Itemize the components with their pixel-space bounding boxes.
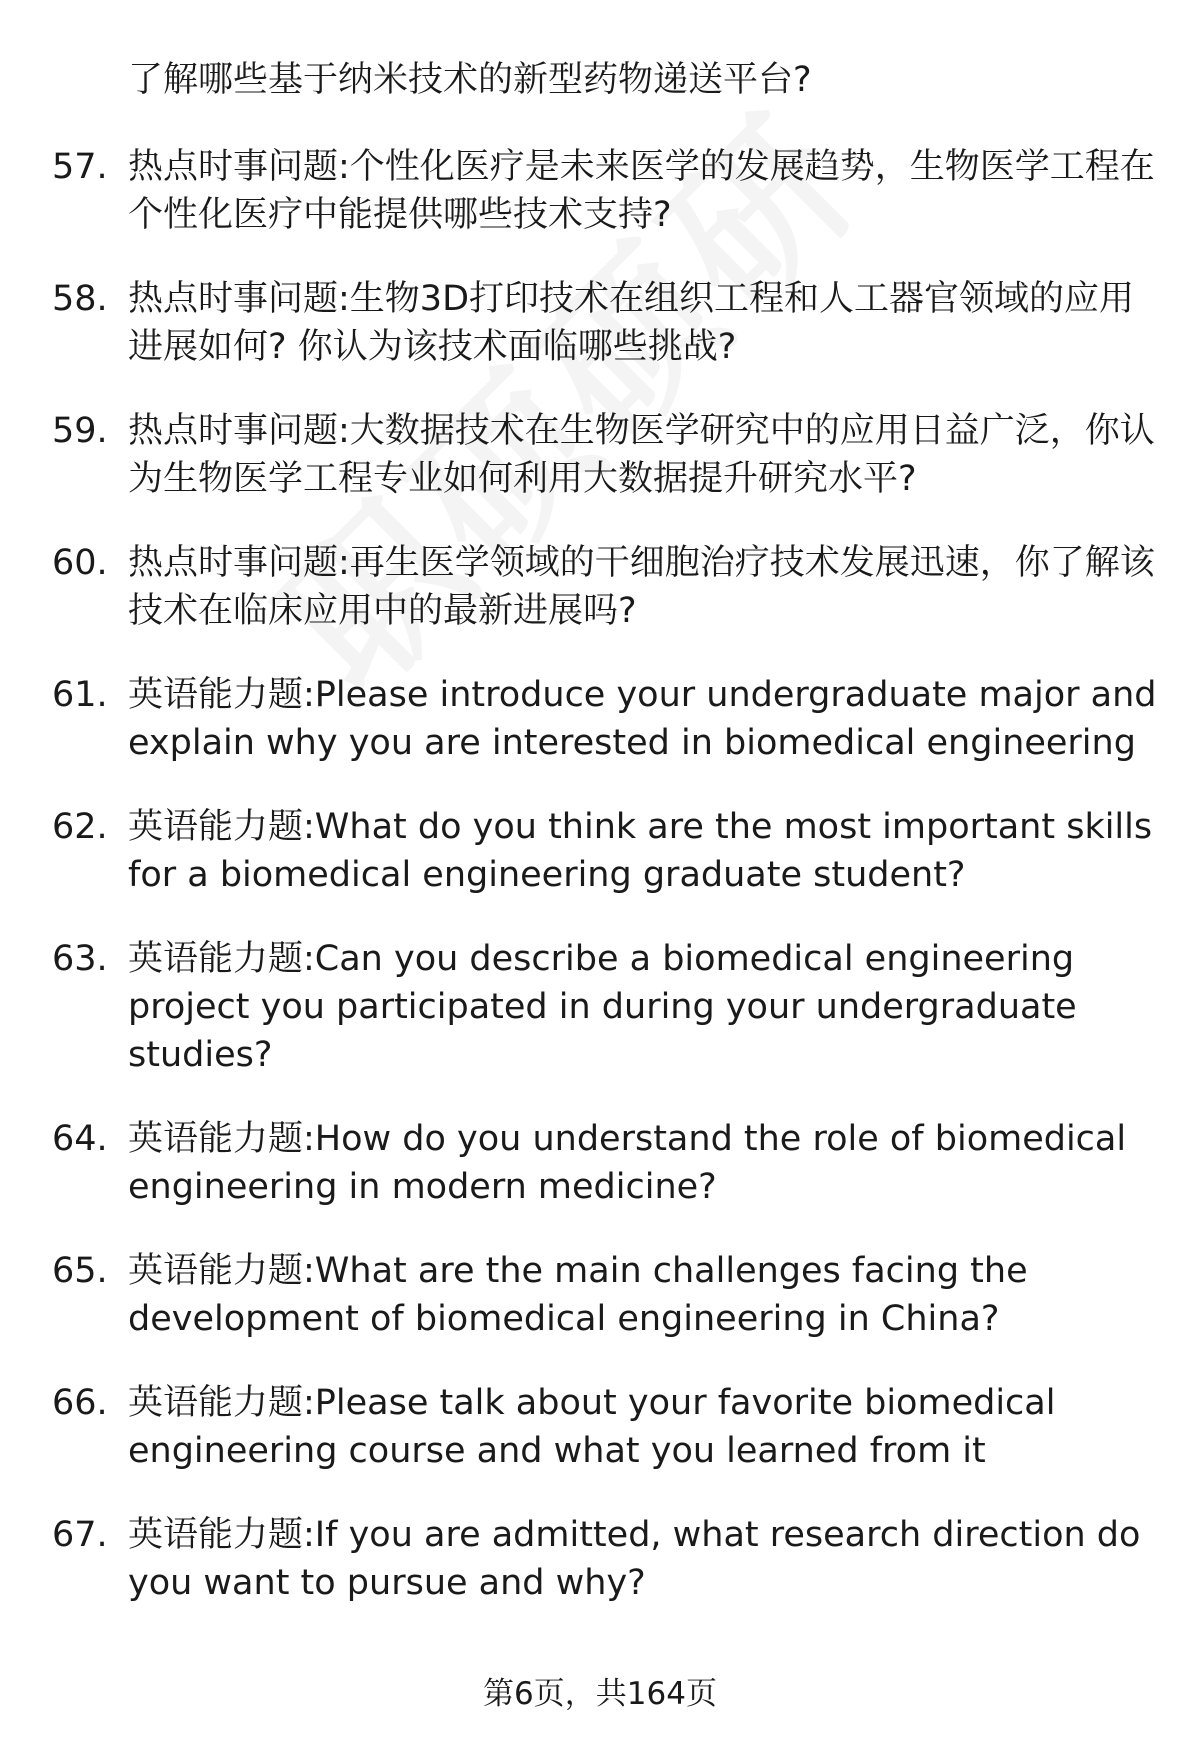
question-number: 67. — [52, 1515, 108, 1555]
question-text: How do you understand the role of biomedical engineering in modern medicine? — [128, 1119, 1127, 1207]
question-number: 58. — [52, 279, 108, 319]
question-text: 再生医学领域的干细胞治疗技术发展迅速，你了解该技术在临床应用中的最新进展吗? — [128, 543, 1155, 631]
question-text: 生物3D打印技术在组织工程和人工器官领域的应用进展如何? 你认为该技术面临哪些挑战? — [128, 279, 1135, 367]
question-category: 英语能力题: — [128, 939, 315, 979]
question-number: 63. — [52, 939, 108, 979]
question-category: 热点时事问题: — [128, 147, 350, 187]
question-text: 大数据技术在生物医学研究中的应用日益广泛，你认为生物医学工程专业如何利用大数据提升研究水平? — [128, 411, 1155, 499]
continuation-text: 了解哪些基于纳米技术的新型药物递送平台? — [128, 60, 812, 100]
question-item — [0, 671, 1200, 767]
question-item — [0, 1247, 1200, 1343]
question-item — [0, 1379, 1200, 1475]
question-number: 61. — [52, 675, 108, 715]
question-number: 59. — [52, 411, 108, 451]
question-item — [0, 803, 1200, 899]
page-footer: 第6页，共164页 — [483, 1676, 717, 1712]
question-item — [0, 407, 1200, 503]
question-number: 65. — [52, 1251, 108, 1291]
question-text: What do you think are the most important skills for a biomedical engineering graduate student? — [128, 807, 1153, 895]
question-number: 62. — [52, 807, 108, 847]
question-category: 英语能力题: — [128, 1383, 315, 1423]
question-number: 57. — [52, 147, 108, 187]
question-number: 64. — [52, 1119, 108, 1159]
question-number: 60. — [52, 543, 108, 583]
question-item — [0, 143, 1200, 239]
question-text: Please talk about your favorite biomedical engineering course and what you learned from it — [128, 1383, 1056, 1471]
question-item — [0, 1115, 1200, 1211]
question-category: 英语能力题: — [128, 1119, 315, 1159]
question-text: 个性化医疗是未来医学的发展趋势，生物医学工程在个性化医疗中能提供哪些技术支持? — [128, 147, 1155, 235]
question-category: 英语能力题: — [128, 1515, 315, 1555]
question-category: 英语能力题: — [128, 1251, 315, 1291]
question-text: What are the main challenges facing the development of biomedical engineering in China? — [128, 1251, 1028, 1339]
question-category: 热点时事问题: — [128, 279, 350, 319]
question-category: 英语能力题: — [128, 807, 315, 847]
question-item — [0, 275, 1200, 371]
question-item — [0, 539, 1200, 635]
question-category: 热点时事问题: — [128, 411, 350, 451]
question-category: 英语能力题: — [128, 675, 315, 715]
question-category: 热点时事问题: — [128, 543, 350, 583]
question-list — [0, 143, 1200, 1643]
question-item — [0, 935, 1200, 1079]
question-text: Please introduce your undergraduate major and explain why you are interested in biomedical engineering — [128, 675, 1157, 763]
question-item — [0, 1511, 1200, 1607]
question-text: If you are admitted, what research direction do you want to pursue and why? — [128, 1515, 1141, 1603]
question-number: 66. — [52, 1383, 108, 1423]
question-text: Can you describe a biomedical engineering project you participated in during your undergraduate studies? — [128, 939, 1077, 1075]
